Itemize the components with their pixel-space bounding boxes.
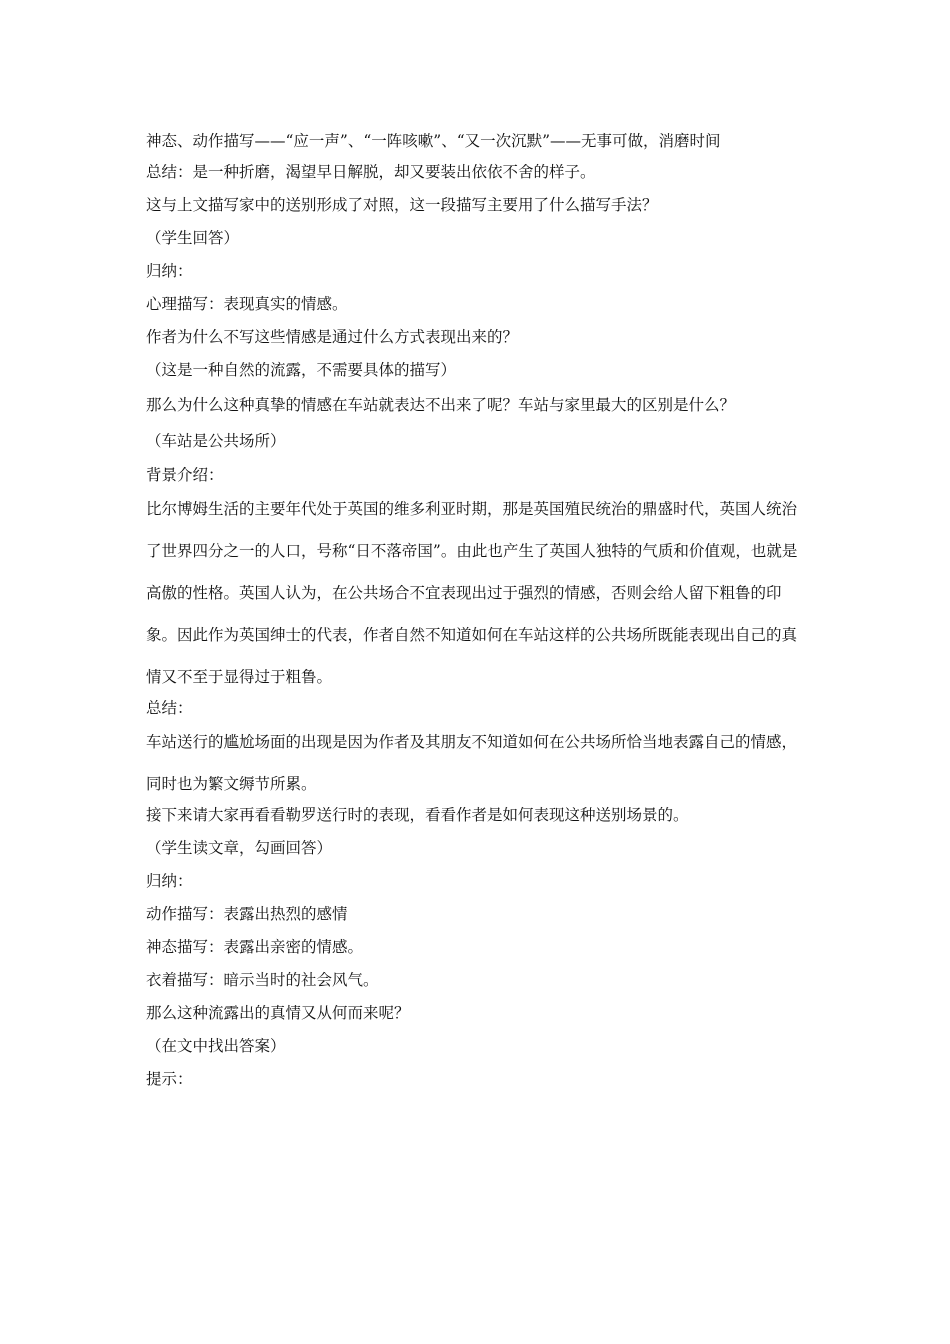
- paragraph-find-answer: （在文中找出答案）: [146, 1037, 286, 1055]
- paragraph-action-description: 动作描写：表露出热烈的感情: [146, 905, 348, 923]
- paragraph-answer-public-place: （车站是公共场所）: [146, 432, 286, 450]
- paragraph-question-origin: 那么这种流露出的真情又从何而来呢？: [146, 1004, 410, 1022]
- paragraph-student-read: （学生读文章，勾画回答）: [146, 839, 333, 857]
- paragraph-conclusion-label-1: 归纳：: [146, 262, 193, 280]
- document-body: [146, 120, 810, 1096]
- paragraph-answer-natural: （这是一种自然的流露，不需要具体的描写）: [146, 361, 457, 379]
- paragraph-conclusion-label-2: 归纳：: [146, 872, 193, 890]
- paragraph-student-answer-1: （学生回答）: [146, 229, 240, 247]
- paragraph-question-station: 那么为什么这种真挚的情感在车站就表达不出来了呢？车站与家里最大的区别是什么？: [146, 396, 736, 414]
- paragraph-clothing-description: 衣着描写：暗示当时的社会风气。: [146, 971, 379, 989]
- paragraph-question-technique: 这与上文描写家中的送别形成了对照，这一段描写主要用了什么描写手法？: [146, 196, 658, 214]
- paragraph-summary-text-2: 车站送行的尴尬场面的出现是因为作者及其朋友不知道如何在公共场所恰当地表露自己的情感，同时也为繁文缛节所累。: [146, 733, 798, 793]
- paragraph-background-label: 背景介绍：: [146, 466, 224, 484]
- paragraph-question-why-not-write: 作者为什么不写这些情感是通过什么方式表现出来的？: [146, 328, 519, 346]
- paragraph-summary-label-2: 总结：: [146, 699, 193, 717]
- paragraph-summary-1: 总结：是一种折磨，渴望早日解脱，却又要装出依依不舍的样子。: [146, 163, 596, 181]
- paragraph-psychological-description: 心理描写：表现真实的情感。: [146, 295, 348, 313]
- paragraph-hint-label: 提示：: [146, 1070, 193, 1088]
- paragraph-expression-intimate: 神态描写：表露出亲密的情感。: [146, 938, 364, 956]
- paragraph-next-task: 接下来请大家再看看勒罗送行时的表现，看看作者是如何表现这种送别场景的。: [146, 806, 689, 824]
- paragraph-background-text: 比尔博姆生活的主要年代处于英国的维多利亚时期，那是英国殖民统治的鼎盛时代，英国人统治了世界四分之一的人口，号称“日不落帝国”。由此也产生了英国人独特的气质和价值观，也就是高傲的性格。英国人认为，在公共场合不宜表现出过于强烈的情感，否则会给人留下粗鲁的印象。因此作为英国绅士的代表，作者自然不知道如何在车站这样的公共场所既能表现出自己的真情又不至于显得过于粗鲁。: [146, 500, 798, 686]
- paragraph-expression-description: 神态、动作描写——“应一声”、“一阵咳嗽”、“又一次沉默”——无事可做，消磨时间: [146, 132, 721, 150]
